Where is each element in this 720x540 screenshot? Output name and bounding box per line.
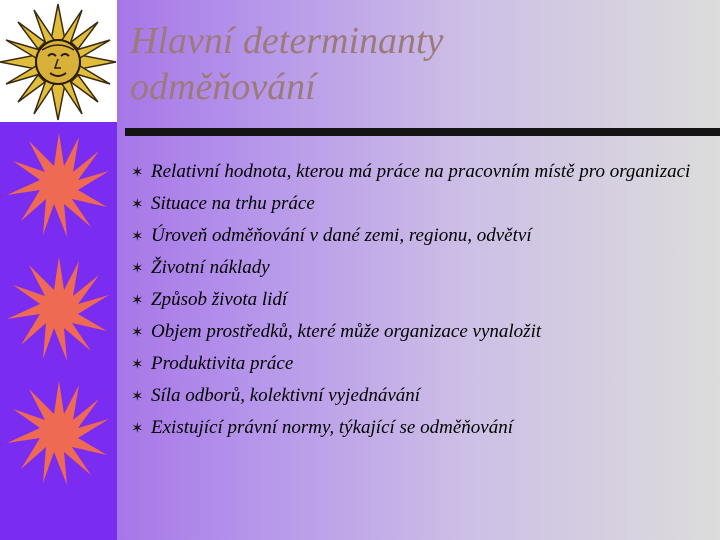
starburst-icon: [4, 378, 114, 488]
bullet-text: Síla odborů, kolektivní vyjednávání: [151, 385, 421, 406]
bullet-item: [131, 225, 711, 247]
bullet-star-icon: ✶: [131, 389, 144, 405]
sun-panel: [0, 0, 117, 122]
bullet-star-icon: ✶: [131, 357, 144, 373]
bullet-star-icon: ✶: [131, 229, 144, 245]
title-line-1: Hlavní determinanty: [130, 20, 444, 62]
bullet-item: [131, 161, 711, 183]
bullet-list: [131, 161, 711, 449]
bullet-star-icon: ✶: [131, 325, 144, 341]
bullet-item: [131, 289, 711, 311]
bullet-star-icon: ✶: [131, 421, 144, 437]
bullet-star-icon: ✶: [131, 197, 144, 213]
title-divider: [125, 128, 720, 136]
sun-face-icon: [0, 0, 117, 122]
bullet-text: Relativní hodnota, kterou má práce na pracovním místě pro organizaci: [151, 161, 691, 182]
starburst-icon: [4, 254, 114, 364]
decorative-left-strip: [0, 0, 117, 540]
bullet-item: [131, 385, 711, 407]
bullet-text: Úroveň odměňování v dané zemi, regionu, odvětví: [151, 225, 532, 246]
bullet-item: [131, 321, 711, 343]
bullet-text: Objem prostředků, které může organizace vynaložit: [151, 321, 542, 342]
starburst-icon: [4, 130, 114, 240]
title-line-2: odměňování: [130, 66, 316, 108]
bullet-item: [131, 353, 711, 375]
bullet-text: Existující právní normy, týkající se odměňování: [151, 417, 513, 438]
bullet-star-icon: ✶: [131, 165, 144, 181]
bullet-item: [131, 257, 711, 279]
bullet-item: [131, 193, 711, 215]
bullet-text: Způsob života lidí: [151, 289, 288, 310]
bullet-text: Životní náklady: [151, 257, 270, 278]
bullet-item: [131, 417, 711, 439]
bullet-star-icon: ✶: [131, 293, 144, 309]
bullet-text: Produktivita práce: [151, 353, 294, 374]
slide-title: [130, 18, 710, 110]
bullet-star-icon: ✶: [131, 261, 144, 277]
bullet-text: Situace na trhu práce: [151, 193, 315, 214]
